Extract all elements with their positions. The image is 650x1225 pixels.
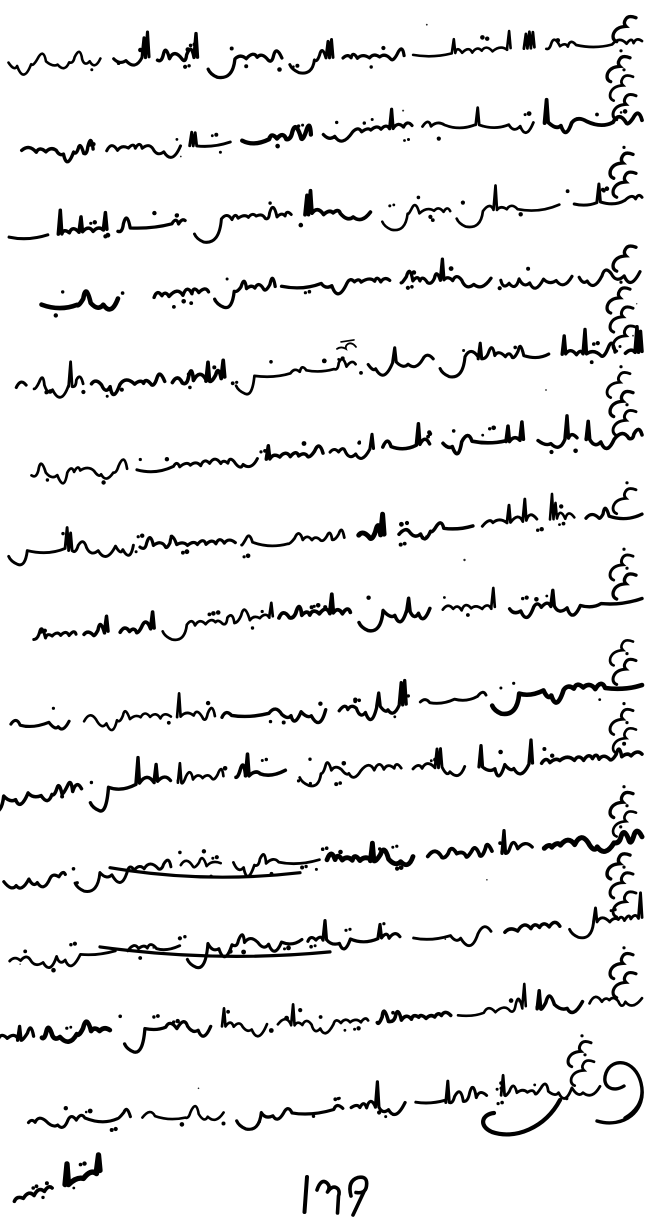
manuscript-line-7 [9, 481, 642, 565]
manuscript-line-4 [42, 243, 642, 317]
manuscript-line-9 [11, 637, 642, 730]
manuscript-line-12 [10, 851, 642, 973]
manuscript-line-5 [16, 281, 642, 398]
manuscript-line-3 [9, 146, 642, 243]
manuscript-line-2 [22, 49, 642, 162]
page-number [305, 1177, 367, 1215]
manuscript-line-13 [0, 946, 642, 1052]
manuscript-text-block [0, 14, 642, 1135]
scan-noise [19, 24, 637, 1089]
manuscript-line-11 [4, 785, 642, 891]
manuscript-line-1 [9, 14, 643, 78]
manuscript-line-8 [34, 548, 642, 640]
catchword [14, 1155, 100, 1201]
manuscript-line-14 [29, 1034, 643, 1134]
